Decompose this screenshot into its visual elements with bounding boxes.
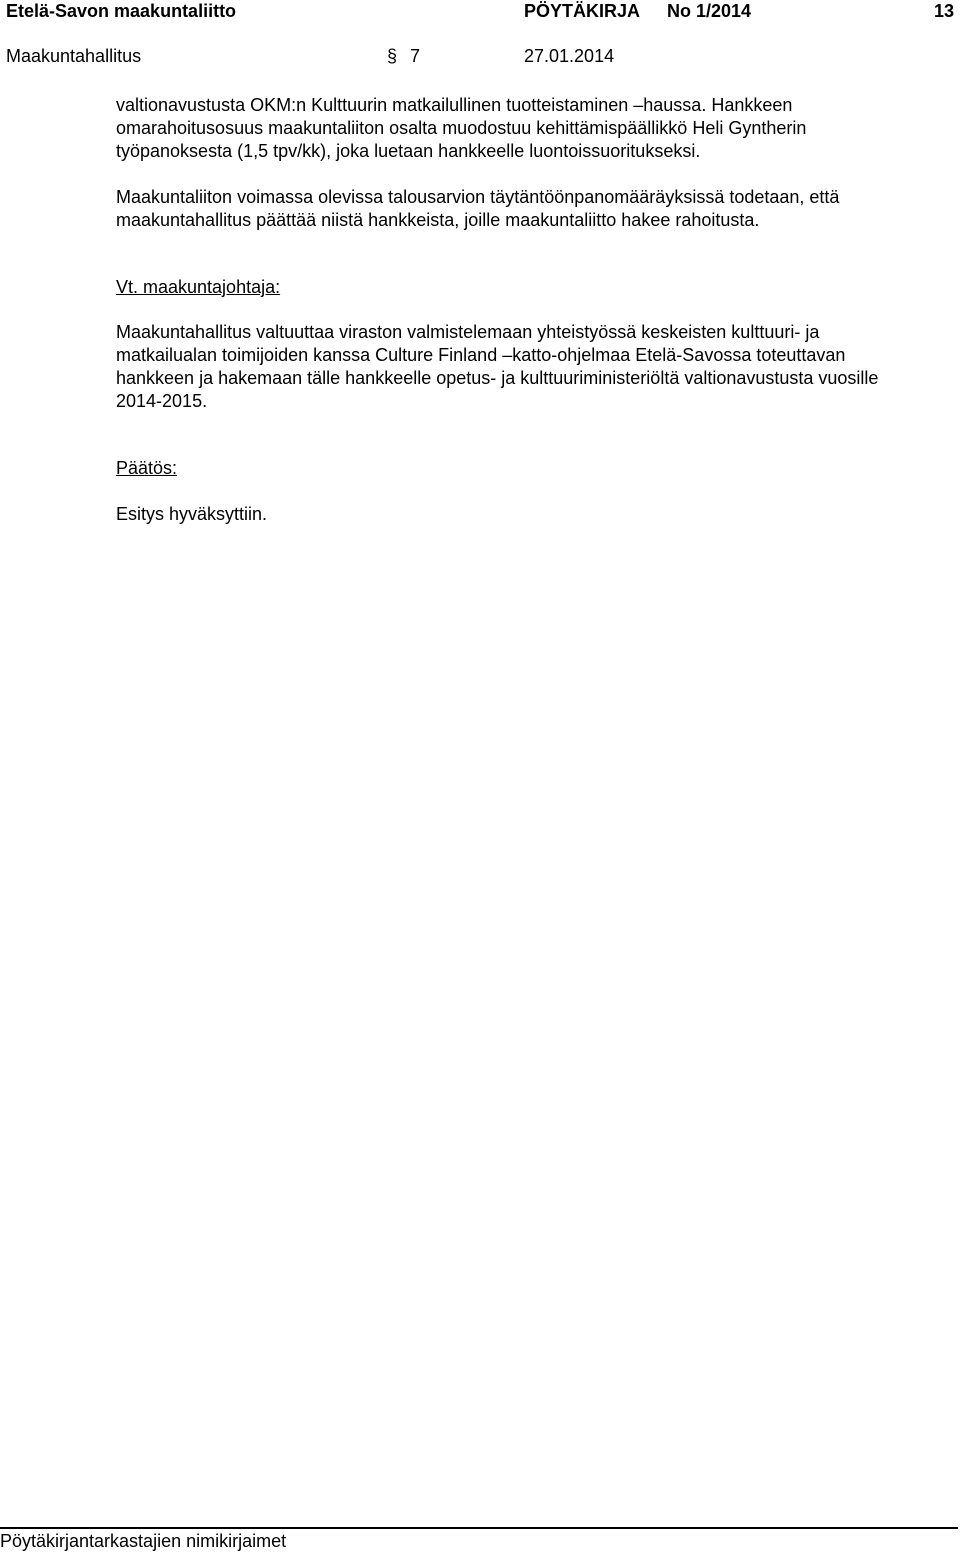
document-type: PÖYTÄKIRJA: [524, 1, 641, 21]
proposer-heading-block: [116, 276, 954, 299]
paragraph-1-line: omarahoitusosuus maakuntaliiton osalta muodostuu kehittämispäällikkö Heli Gyntherin: [116, 118, 807, 138]
paragraph-2: [116, 186, 954, 232]
decision-heading: Päätös:: [116, 458, 178, 478]
document-number: No 1/2014: [667, 1, 752, 21]
section-number: 7: [410, 46, 421, 66]
proposal: [116, 321, 954, 413]
organization-name: Etelä-Savon maakuntaliitto: [6, 1, 237, 21]
paragraph-2-line: Maakuntaliiton voimassa olevissa talousarvion täytäntöönpanomääräyksissä todetaan, että: [116, 187, 840, 207]
meeting-date: 27.01.2014: [524, 46, 615, 66]
proposal-line: 2014-2015.: [116, 391, 208, 411]
decision-text: Esitys hyväksyttiin.: [116, 504, 268, 524]
body-name: Maakuntahallitus: [6, 46, 142, 66]
paragraph-1-line: työpanoksesta (1,5 tpv/kk), joka luetaan hankkeelle luontoissuoritukseksi.: [116, 141, 701, 161]
proposer-heading: Vt. maakuntajohtaja:: [116, 277, 281, 297]
footer-label: Pöytäkirjantarkastajien nimikirjaimet: [0, 1531, 287, 1551]
decision-heading-block: [116, 457, 954, 480]
paragraph-2-line: maakuntahallitus päättää niistä hankkeista, joille maakuntaliitto hakee rahoitusta.: [116, 210, 760, 230]
paragraph-1: [116, 94, 954, 163]
proposal-line: matkailualan toimijoiden kanssa Culture Finland –katto-ohjelmaa Etelä-Savossa toteuttavan: [116, 345, 846, 365]
decision-block: [116, 503, 954, 526]
section-symbol: §: [387, 46, 398, 66]
proposal-line: hankkeen ja hakemaan tälle hankkeelle opetus- ja kulttuuriministeriöltä valtionavustusta vuosille: [116, 368, 879, 388]
footer-divider: [0, 1527, 958, 1529]
page-number: 13: [934, 1, 955, 21]
proposal-line: Maakuntahallitus valtuuttaa viraston valmistelemaan yhteistyössä keskeisten kulttuuri- ja: [116, 322, 820, 342]
paragraph-1-line: valtionavustusta OKM:n Kulttuurin matkailullinen tuotteistaminen –haussa. Hankkeen: [116, 95, 793, 115]
